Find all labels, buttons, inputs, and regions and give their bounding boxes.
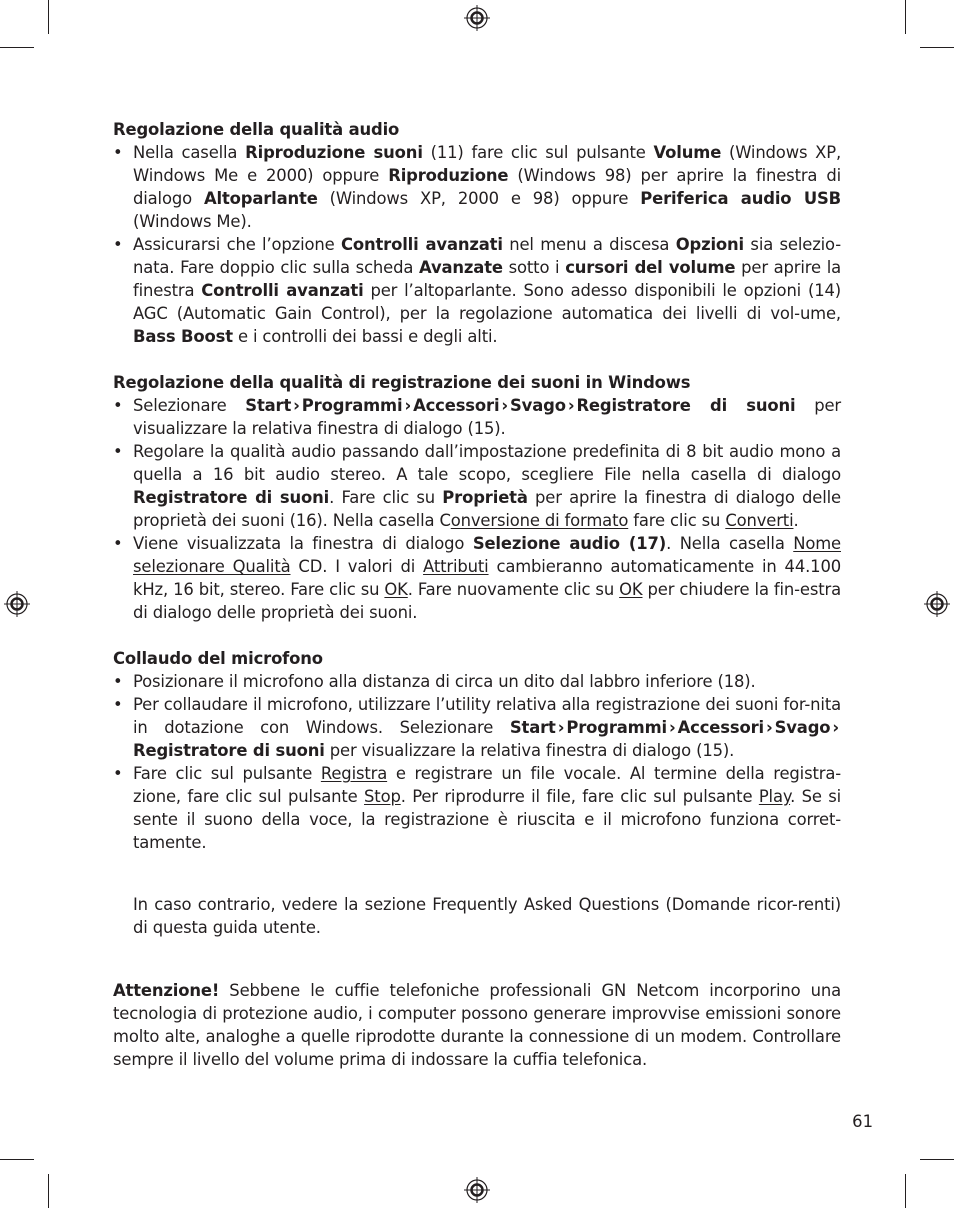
chevron-right-icon: ›	[669, 718, 676, 737]
list-item: • Posizionare il microfono alla distanza di circa un dito dal labbro inferiore (18).	[113, 670, 841, 693]
chevron-right-icon: ›	[404, 396, 412, 415]
page-number: 61	[852, 1112, 873, 1131]
list-item: • Per collaudare il microfono, utilizzare l’utility relativa alla registrazione dei suoni for-nita in dotazione con Windows. Selezionare Start › Programmi › Accessori › Svago ›Registratore di suoni per visualizzare la relativa finestra di dialogo (15).	[113, 693, 841, 762]
crop-mark	[48, 0, 49, 34]
page-content	[113, 118, 841, 1071]
chevron-right-icon: ›	[501, 396, 509, 415]
registration-mark-icon	[463, 1176, 491, 1204]
registration-mark-icon	[463, 4, 491, 32]
crop-mark	[920, 47, 954, 48]
recording-quality-list	[113, 394, 841, 624]
mic-test-note: In caso contrario, vedere la sezione Frequently Asked Questions (Domande ricor-renti) di questa guida utente.	[133, 895, 841, 938]
section-heading-recording-quality: Regolazione della qualità di registrazione dei suoni in Windows	[113, 373, 691, 392]
crop-mark	[0, 1159, 34, 1160]
chevron-right-icon: ›	[765, 718, 773, 737]
warning-paragraph: Attenzione! Sebbene le cuffie telefoniche professionali GN Netcom incorporino una tecnologia di protezione audio, i computer possono generare improvvise emissioni sonore molto alte, analoghe a quelle riprodotte durante la connessione di un modem. Controllare sempre il livello del volume prima di indossare la cuffia telefonica.	[113, 980, 841, 1069]
mic-test-list	[113, 670, 841, 854]
crop-mark	[48, 1174, 49, 1208]
list-item: • Fare clic sul pulsante Registra e registrare un file vocale. Al termine della registra-zione, fare clic sul pulsante Stop. Per riprodurre il file, fare clic sul pulsante Play. Se si sente il suono della voce, la registrazione è riuscita e il microfono funziona corret-tamente.	[113, 762, 841, 854]
list-item: • Selezionare Start › Programmi › Accessori › Svago › Registratore di suoni per visualizzare la relativa finestra di dialogo (15).	[113, 394, 841, 440]
crop-mark	[905, 1174, 906, 1208]
list-item: • Viene visualizzata la finestra di dialogo Selezione audio (17). Nella casella Nome selezionare Qualità CD. I valori di Attributi cambieranno automaticamente in 44.100 kHz, 16 bit, stereo. Fare clic su OK. Fare nuovamente clic su OK per chiudere la fin-estra di dialogo delle proprietà dei suoni.	[113, 532, 841, 624]
list-item: • Nella casella Riproduzione suoni (11) fare clic sul pulsante Volume (Windows XP, Windows Me e 2000) oppure Riproduzione (Windows 98) per aprire la finestra di dialogo Altoparlante (Windows XP, 2000 e 98) oppure Periferica audio USB (Windows Me).	[113, 141, 841, 233]
chevron-right-icon: ›	[293, 396, 300, 415]
chevron-right-icon: ›	[557, 718, 565, 737]
crop-mark	[0, 47, 34, 48]
crop-mark	[920, 1159, 954, 1160]
crop-mark	[905, 0, 906, 34]
list-item: • Assicurarsi che l’opzione Controlli avanzati nel menu a discesa Opzioni sia selezio-nata. Fare doppio clic sulla scheda Avanzate sotto i cursori del volume per aprire la finestra Controlli avanzati per l’altoparlante. Sono adesso disponibili le opzioni (14) AGC (Automatic Gain Control), per la regolazione automatica dei livelli di vol-ume, Bass Boost e i controlli dei bassi e degli alti.	[113, 233, 841, 348]
registration-mark-icon	[923, 590, 951, 618]
section-heading-mic-test: Collaudo del microfono	[113, 649, 323, 668]
warning-label: Attenzione!	[113, 980, 220, 1000]
audio-quality-list	[113, 141, 841, 348]
chevron-right-icon: ›	[832, 718, 839, 737]
section-heading-audio-quality: Regolazione della qualità audio	[113, 120, 400, 139]
chevron-right-icon: ›	[567, 396, 575, 415]
list-item: • Regolare la qualità audio passando dall’impostazione predefinita di 8 bit audio mono a quella a 16 bit audio stereo. A tale scopo, scegliere File nella casella di dialogo Registratore di suoni. Fare clic su Proprietà per aprire la finestra di dialogo delle proprietà dei suoni (16). Nella casella Conversione di formato fare clic su Converti.	[113, 440, 841, 532]
registration-mark-icon	[3, 590, 31, 618]
